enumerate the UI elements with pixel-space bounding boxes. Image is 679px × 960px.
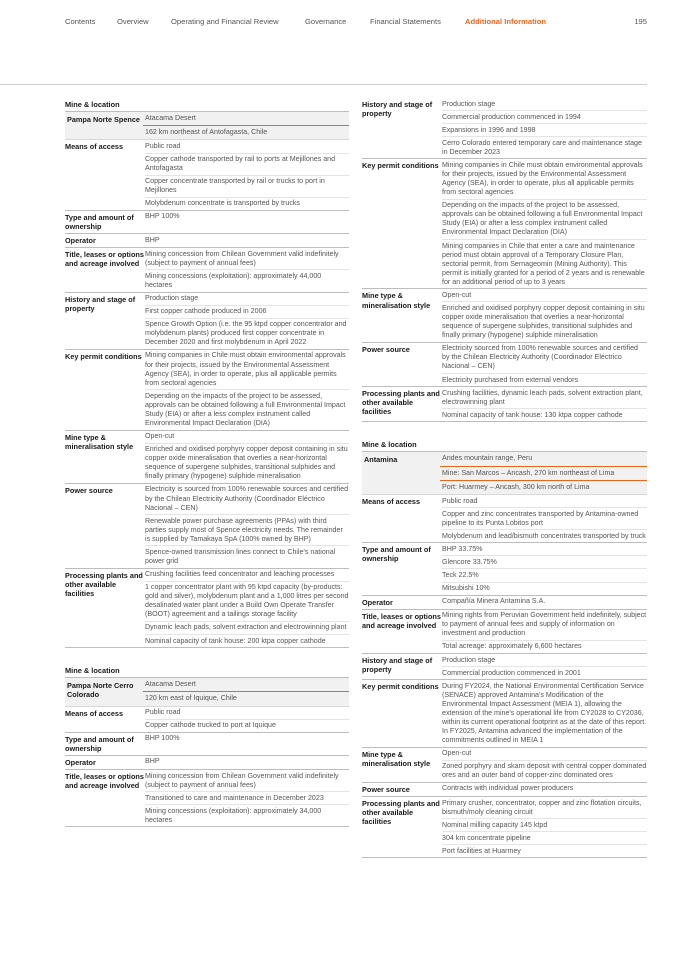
row-value: Electricity is sourced from 100% renewable sources and certified by the Chilean Electricity Authority (Coordinador Eléctrico Nacional – CEN) (145, 484, 349, 515)
table-row (362, 783, 647, 797)
row-value: Mining rights from Peruvian Government held indefinitely, subject to payment of annual fees and supply of information on investment and production (442, 610, 647, 641)
row-value: First copper cathode produced in 2006 (145, 306, 349, 319)
table-row (65, 484, 349, 569)
row-value: BHP 100% (145, 734, 180, 743)
row-values (442, 543, 647, 594)
row-label: Key permit conditions (65, 351, 142, 361)
table-row (65, 234, 349, 248)
row-value: Nominal capacity of tank house: 130 ktpa copper cathode (442, 410, 623, 419)
row-label: Power source (362, 784, 410, 794)
row-value: Enriched and oxidised porphyry copper deposit containing in situ copper oxide mineralisation that overlies a near-horizontal sequence of supergene sulphides, transitional sulphides and finally primary (hypogene) sulphide mineralisation (145, 445, 348, 481)
row-label: Type and amount of ownership (65, 212, 134, 232)
table-row (65, 733, 349, 756)
row-label: Means of access (65, 708, 124, 718)
table-row (65, 569, 349, 649)
table-row (362, 387, 647, 422)
row-value: Molybdenum concentrate is transported by trucks (145, 199, 300, 208)
row-label: Type and amount of ownership (65, 734, 134, 753)
row-value: Contracts with individual power producers (442, 784, 574, 793)
row-values (442, 159, 647, 288)
row-values (145, 234, 349, 247)
row-values (145, 707, 349, 732)
row-value: Spence-owned transmission lines connect to Chile's national power grid (145, 547, 336, 565)
row-value: Mining concessions (exploitation): approximately 34,000 hectares (145, 806, 322, 824)
table-row (362, 748, 647, 783)
row-value: Expansions in 1996 and 1998 (442, 124, 647, 137)
row-value: Public road (145, 140, 349, 153)
row-label: Mine type & mineralisation style (65, 432, 134, 451)
table-row (65, 707, 349, 733)
mine-location-value: 162 km northeast of Antofagasta, Chile (145, 128, 268, 137)
row-label: Power source (362, 344, 410, 354)
row-value: Production stage (442, 98, 647, 111)
row-label: History and stage of property (362, 656, 433, 675)
row-value: Copper concentrate transported by rail or trucks to port in Mejillones (145, 176, 349, 198)
table-row (362, 159, 647, 289)
row-label: Processing plants and other available facilities (362, 389, 440, 417)
row-values (442, 748, 647, 782)
row-label: Mine type & mineralisation style (362, 749, 431, 768)
row-value: Molybdenum and lead/bismuth concentrates transported by truck (442, 531, 646, 540)
row-value: Teck 22.5% (442, 569, 647, 582)
table-cerro-colorado (65, 664, 349, 827)
table-row (362, 654, 647, 680)
mine-name: Pampa Norte Cerro Colorado (67, 681, 134, 700)
row-label: Operator (362, 597, 393, 607)
row-value: Spence Growth Option (i.e. the 95 ktpd copper concentrator and molybdenum plants) produced first copper concentrate in December 2020 and first molybdenum in April 2022 (145, 320, 347, 347)
row-label: Power source (65, 485, 113, 495)
row-value: Renewable power purchase agreements (PPAs) with third parties supply most of Spence electricity needs. The remainder is supplied by Tamakaya SpA (100% owned by BHP) (145, 515, 349, 546)
row-values (442, 387, 647, 421)
table-row (362, 98, 647, 159)
row-value: BHP 100% (145, 212, 180, 221)
row-value: Copper cathode transported by rail to ports at Mejillones and Antofagasta (145, 154, 349, 176)
row-label: Operator (65, 757, 96, 767)
row-label: Title, leases or options and acreage involved (362, 611, 441, 630)
nav-operating-financial-review[interactable]: Operating and Financial Review (171, 17, 279, 26)
mine-location-value: Atacama Desert (143, 678, 349, 692)
table-spence (65, 98, 349, 648)
row-value: 304 km concentrate pipeline (442, 832, 647, 845)
mine-location-row (362, 452, 647, 495)
nav-governance[interactable]: Governance (305, 17, 347, 26)
row-label: Title, leases or options and acreage involved (65, 250, 144, 269)
row-value: Primary crusher, concentrator, copper and zinc flotation circuits, bismuth/moly cleaning circuit (442, 797, 647, 819)
row-value: Open-cut (442, 289, 647, 302)
row-values (442, 680, 647, 747)
header-divider (0, 84, 647, 85)
row-values (145, 293, 349, 349)
row-value: Nominal capacity of tank house: 200 ktpa copper cathode (145, 636, 326, 645)
row-label: History and stage of property (65, 294, 136, 313)
row-value: Crushing facilities, dynamic leach pads, solvent extraction plant, electrowinning plant (442, 387, 647, 409)
nav-additional-information[interactable]: Additional Information (465, 17, 546, 26)
section-title: Mine & location (362, 438, 647, 452)
row-label: Processing plants and other available facilities (65, 570, 143, 598)
table-cerro-colorado-continued (362, 98, 647, 422)
row-values (145, 140, 349, 209)
mine-location-row (65, 678, 349, 706)
section-title: Mine & location (65, 98, 349, 112)
row-values (442, 343, 647, 386)
row-value: Open-cut (442, 748, 647, 761)
row-value: Transitioned to care and maintenance in December 2023 (145, 792, 349, 805)
row-values (442, 98, 647, 158)
row-values (442, 289, 647, 341)
mine-location-value: Port: Huarmey – Ancash, 300 km north of Lima (442, 482, 590, 491)
row-value: Depending on the impacts of the project to be assessed, approvals can be obtained following a full Environmental Impact Study (EIA) or after a less complex instrument called Environmental Impact Declaration (DIA) (145, 391, 346, 427)
row-values (145, 756, 349, 769)
row-value: Mining companies in Chile must obtain environmental approvals for their projects, issued by the Environmental Assessment Agency (SEA), in order to operate, plus all applicable permits from sectoral agencies (442, 159, 647, 199)
row-value: Production stage (145, 293, 349, 306)
nav-financial-statements[interactable]: Financial Statements (370, 17, 441, 26)
row-value: During FY2024, the National Environmental Certification Service (SENACE) approved Antamina's Modification of the Environmental Impact Assessment (MEIA 1), allowing the extension of the mine's operational life from CY2028 to CY2036, within its current operational footprint as at the date of this report. In FY2025, Antamina advanced the implementation of the commitments outlined in MEIA 1 (442, 681, 647, 745)
row-values (145, 211, 349, 233)
row-value: Mitsubishi 10% (442, 584, 490, 593)
table-antamina (362, 438, 647, 858)
row-values (442, 495, 647, 542)
row-value: Public road (442, 495, 647, 508)
table-row (65, 756, 349, 770)
row-values (145, 248, 349, 291)
row-value: Enriched and oxidised porphyry copper deposit containing in situ copper oxide mineralisation that overlies a near-horizontal sequence of supergene sulphides, transitional sulphides and finally primary (hypogene) sulphide mineralisation (442, 303, 645, 340)
row-value: Nominal milling capacity 145 ktpd (442, 819, 647, 832)
table-row (65, 293, 349, 350)
right-column (362, 98, 647, 858)
row-value: Crushing facilities feed concentrator and leaching processes (145, 569, 349, 582)
row-value: Mining concessions (exploitation): approximately 44,000 hectares (145, 271, 322, 289)
row-value: Glencore 33.75% (442, 556, 647, 569)
row-value: Cerro Colorado entered temporary care and maintenance stage in December 2023 (442, 138, 642, 156)
row-value: Dynamic leach pads, solvent extraction and electrowinning plant (145, 622, 349, 635)
mine-location-values (143, 678, 349, 705)
table-row (65, 248, 349, 292)
table-row (362, 543, 647, 595)
row-values (145, 350, 349, 430)
row-values (442, 783, 647, 796)
page-number: 195 (634, 17, 647, 26)
table-row (65, 431, 349, 484)
row-value: Public road (145, 707, 349, 720)
row-label: Means of access (362, 497, 421, 506)
row-value: Copper cathode trucked to port at Iquique (145, 721, 276, 730)
row-label: Title, leases or options and acreage involved (65, 772, 144, 791)
table-row (362, 610, 647, 654)
row-values (442, 797, 647, 857)
mine-location-row (65, 112, 349, 140)
row-value: Total acreage: approximately 6,600 hectares (442, 642, 582, 651)
row-label: Mine type & mineralisation style (362, 291, 431, 310)
row-values (442, 610, 647, 653)
row-value: Commercial production commenced in 1994 (442, 111, 647, 124)
row-value: Electricity sourced from 100% renewable sources and certified by the Chilean Electricity Authority (Coordinador Eléctrico Nacional – CEN) (442, 343, 647, 374)
row-values (145, 733, 349, 755)
row-value: Compañía Minera Antamina S.A. (442, 597, 546, 606)
row-value: Mining companies in Chile that enter a care and maintenance period must obtain approval of a Temporary Closure Plan, sectorial permit, from Sernageomin (Mining Authority). This permit is initially granted for a period of 2 years and is renewable for an additional period of up to 3 years (442, 241, 645, 286)
row-label: Key permit conditions (362, 161, 439, 171)
row-label: Operator (65, 236, 96, 246)
row-value: Production stage (442, 654, 647, 667)
table-row (362, 680, 647, 748)
table-row (65, 350, 349, 431)
row-values (145, 431, 349, 483)
row-label: Key permit conditions (362, 682, 439, 692)
mine-name: Pampa Norte Spence (67, 115, 140, 124)
table-row (362, 289, 647, 342)
table-row (65, 770, 349, 827)
row-value: Zoned porphyry and skarn deposit with central copper dominated ores and an outer band of copper-zinc dominated ores (442, 762, 647, 780)
mine-location-value: Atacama Desert (143, 112, 349, 126)
row-value: Mining concession from Chilean Government valid indefinitely (subject to payment of annual fees) (145, 248, 349, 270)
row-value: Electricity purchased from external vendors (442, 375, 579, 384)
mine-name: Antamina (364, 455, 398, 465)
row-value: Depending on the impacts of the project to be assessed, approvals can be obtained following a full Environmental Impact Study (EIA) or after a less complex instrument called Environmental Impact Declaration (DIA) (442, 200, 647, 240)
mine-location-values (440, 452, 647, 494)
row-values (442, 654, 647, 679)
row-value: 1 copper concentrator plant with 95 ktpd capacity (by-products: gold and silver), molybdenum plant and a 1,000 litres per second desalinated water plant under a Build Own Operate Transfer (BOOT) agreement and a tailings storage facility (145, 582, 349, 622)
nav-overview[interactable]: Overview (117, 17, 149, 26)
row-values (442, 596, 647, 609)
section-title: Mine & location (65, 664, 349, 678)
mine-location-value: 120 km east of Iquique, Chile (145, 694, 237, 703)
table-row (65, 211, 349, 234)
top-navigation (65, 17, 647, 29)
row-values (145, 484, 349, 568)
row-value: BHP (145, 235, 160, 244)
table-row (65, 140, 349, 210)
row-value: Open-cut (145, 431, 349, 444)
row-label: History and stage of property (362, 100, 433, 119)
mine-location-value: Andes mountain range, Peru (440, 452, 647, 466)
row-value: Mining companies in Chile must obtain environmental approvals for their projects, issued by the Environmental Assessment Agency (SEA), in order to operate, plus all applicable permits from sectoral agencies (145, 350, 349, 390)
row-values (145, 770, 349, 826)
table-row (362, 596, 647, 610)
row-values (145, 569, 349, 648)
mine-location-value: Mine: San Marcos – Ancash, 270 km northeast of Lima (440, 467, 647, 481)
row-label: Processing plants and other available facilities (362, 799, 440, 827)
nav-contents[interactable]: Contents (65, 17, 96, 26)
row-value: Commercial production commenced in 2001 (442, 668, 581, 677)
row-label: Type and amount of ownership (362, 545, 431, 564)
mine-location-values (143, 112, 349, 139)
row-label: Means of access (65, 142, 124, 152)
row-value: Mining concession from Chilean Government valid indefinitely (subject to payment of annual fees) (145, 770, 349, 792)
table-row (362, 343, 647, 387)
table-row (362, 797, 647, 858)
table-row (362, 495, 647, 543)
row-value: Port facilities at Huarmey (442, 846, 521, 855)
left-column (65, 98, 349, 827)
row-value: BHP 33.75% (442, 543, 647, 556)
row-value: Copper and zinc concentrates transported by Antamina-owned pipeline to its Punta Lobitos port (442, 508, 647, 530)
row-value: BHP (145, 757, 160, 766)
